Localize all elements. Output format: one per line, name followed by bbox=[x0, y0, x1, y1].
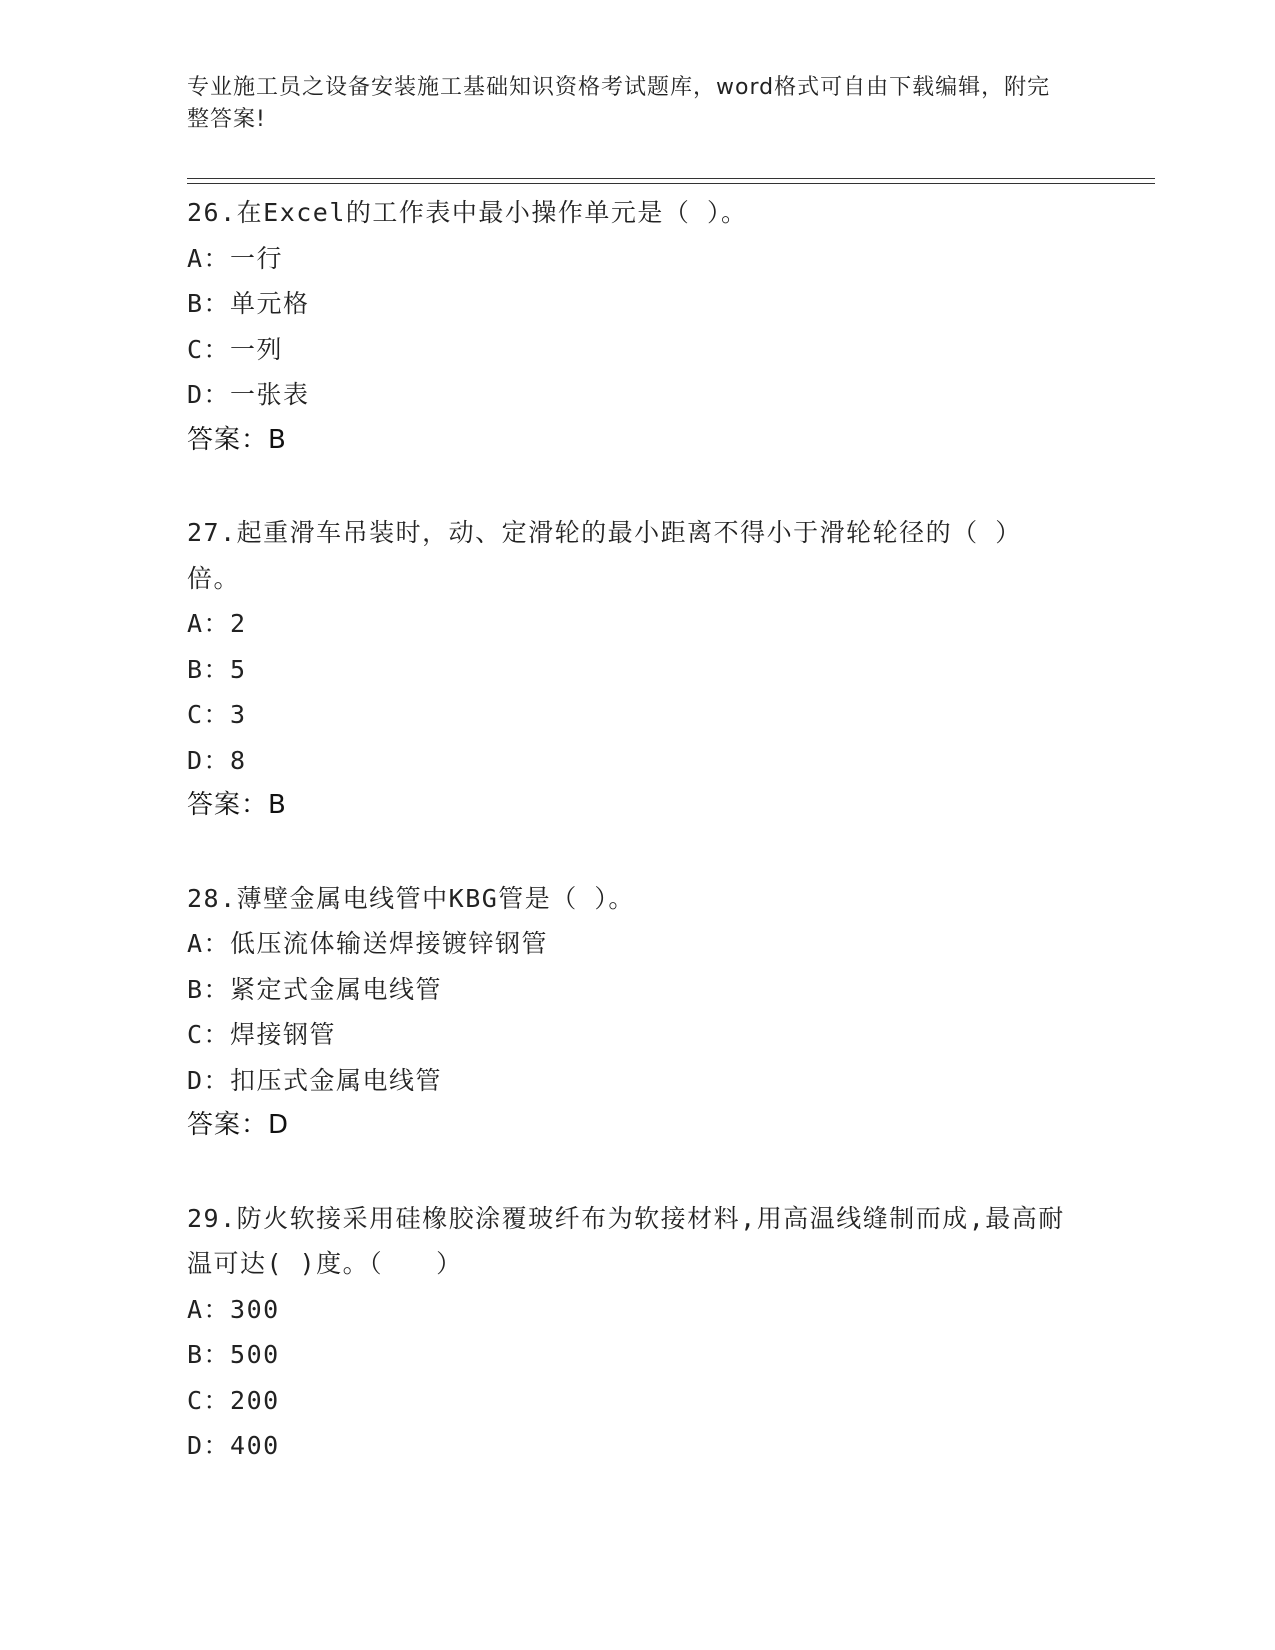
answer-line: 答案：B bbox=[187, 424, 287, 455]
option-a: A：2 bbox=[187, 609, 247, 638]
header-divider-bottom bbox=[187, 183, 1155, 184]
option-a: A：一行 bbox=[187, 243, 284, 273]
option-d: D：8 bbox=[187, 745, 247, 775]
question-29 bbox=[187, 1196, 1087, 1469]
option-d: D：扣压式金属电线管 bbox=[187, 1065, 443, 1095]
option-c: C：200 bbox=[187, 1385, 280, 1415]
option-b: B：5 bbox=[187, 654, 247, 684]
answer-line: 答案：B bbox=[187, 790, 287, 820]
option-b: B：单元格 bbox=[187, 289, 310, 318]
option-a: A：低压流体输送焊接镀锌钢管 bbox=[187, 929, 549, 958]
option-c: C：一列 bbox=[187, 334, 284, 364]
option-d: D：一张表 bbox=[187, 380, 310, 409]
answer-line: 答案：D bbox=[187, 1110, 290, 1140]
question-27 bbox=[187, 510, 1087, 829]
option-b: B：500 bbox=[187, 1340, 280, 1369]
question-stem: 27.起重滑车吊装时，动、定滑轮的最小距离不得小于滑轮轮径的（ ）倍。 bbox=[187, 518, 1022, 593]
question-list bbox=[187, 190, 1087, 1516]
option-d: D：400 bbox=[187, 1431, 280, 1460]
document-header: 专业施工员之设备安装施工基础知识资格考试题库，word格式可自由下载编辑，附完整答案! bbox=[187, 75, 1051, 132]
question-stem: 28.薄壁金属电线管中KBG管是（ ）。 bbox=[187, 883, 635, 913]
option-c: C：3 bbox=[187, 700, 247, 729]
option-a: A：300 bbox=[187, 1294, 280, 1324]
question-26 bbox=[187, 190, 1087, 463]
question-28 bbox=[187, 876, 1087, 1149]
question-stem: 29.防火软接采用硅橡胶涂覆玻纤布为软接材料,用高温线缝制而成,最高耐温可达( )度。（ ） bbox=[187, 1203, 1065, 1278]
option-b: B：紧定式金属电线管 bbox=[187, 974, 443, 1004]
option-c: C：焊接钢管 bbox=[187, 1020, 337, 1049]
question-stem: 26.在Excel的工作表中最小操作单元是（ ）。 bbox=[187, 198, 748, 227]
header-divider-top bbox=[187, 178, 1155, 179]
